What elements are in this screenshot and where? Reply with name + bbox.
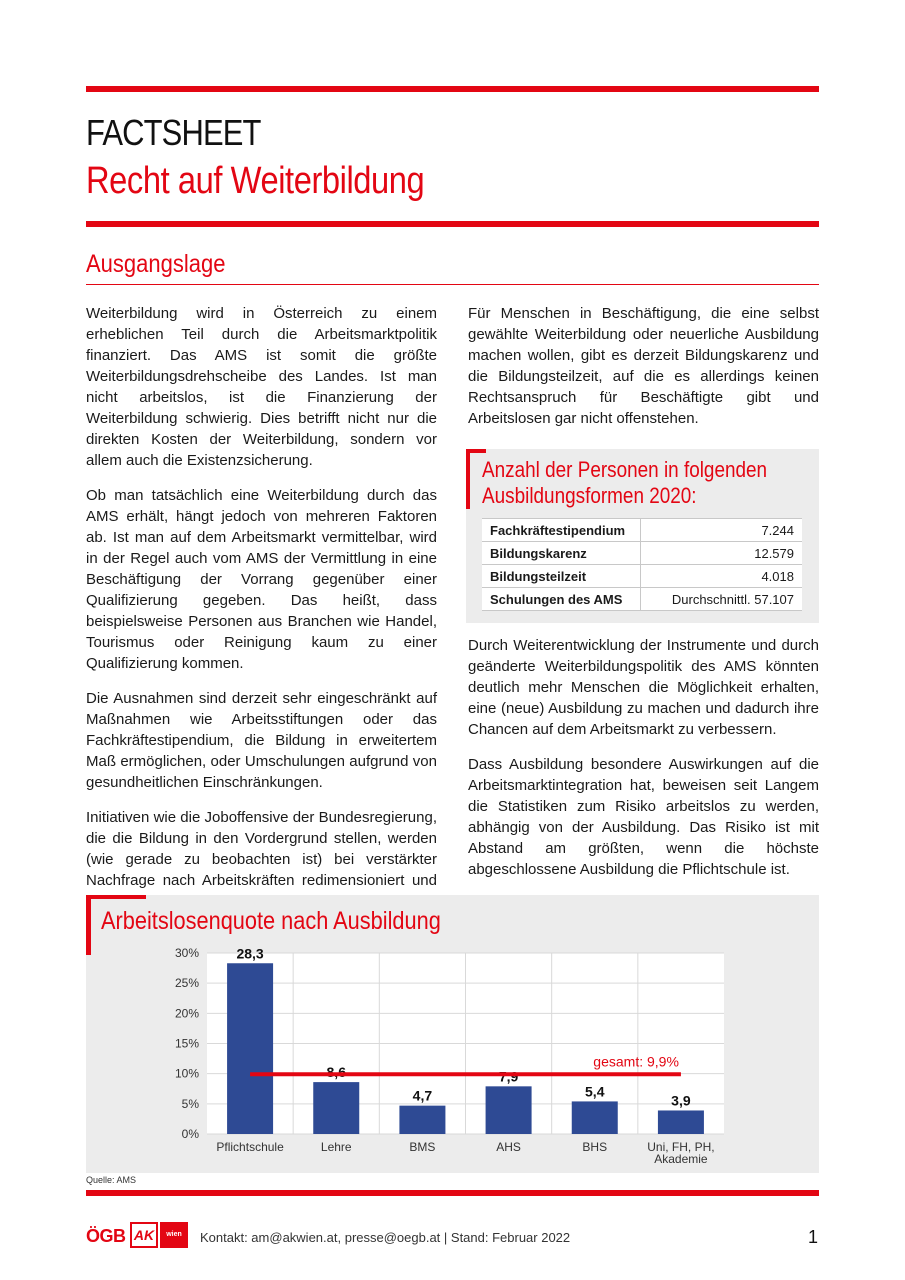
chart-title: Arbeitslosenquote nach Ausbildung bbox=[101, 907, 441, 935]
ak-logo: AK bbox=[130, 1222, 158, 1248]
data-label: 3,9 bbox=[671, 1092, 691, 1109]
table-cell-value: 12.579 bbox=[641, 542, 803, 565]
info-table bbox=[482, 518, 802, 611]
title-rule bbox=[86, 221, 819, 227]
table-cell-label: Fachkräftestipendium bbox=[482, 519, 641, 542]
table-cell-label: Schulungen des AMS bbox=[482, 588, 641, 611]
paragraph: Weiterbildung wird in Österreich zu einem erheblichen Teil durch die Arbeitsmarktpolitik finanziert. Das AMS ist somit die größte Weiterbildungsdrehscheibe des Landes. Ist man nicht arbeitslos, ist die Finanzierung der Weiterbildung schwierig. Dies betrifft nicht nur die direkten Kosten der Weiterbildung, sondern vor allem auch die Existenzsicherung. bbox=[86, 305, 437, 469]
y-tick-label: 25% bbox=[174, 976, 199, 991]
left-column bbox=[86, 303, 437, 926]
data-label: 7,9 bbox=[498, 1068, 519, 1085]
x-tick-label: BHS bbox=[582, 1140, 608, 1154]
box-accent bbox=[466, 449, 486, 453]
right-column-intro bbox=[468, 303, 819, 443]
box-accent bbox=[466, 449, 470, 509]
right-column-body bbox=[468, 635, 819, 894]
info-box-title-line: Ausbildungsformen 2020: bbox=[482, 483, 697, 508]
paragraph: Durch Weiterentwicklung der Instrumente und durch geänderte Weiterbildungspolitik des AMS könnten deutlich mehr Menschen die Möglichkeit erhalten, eine (neue) Ausbildung zu machen und dadurch ihre Chancen auf dem Arbeitsmarkt zu verbessern. bbox=[468, 637, 819, 738]
wien-logo: wien bbox=[160, 1222, 188, 1248]
y-tick-label: 30% bbox=[174, 946, 199, 960]
x-tick-label: Uni, FH, PH, bbox=[647, 1140, 715, 1154]
data-label: 8,6 bbox=[326, 1064, 346, 1081]
box-accent bbox=[86, 895, 146, 899]
bar-chart bbox=[86, 935, 819, 1173]
data-label: 28,3 bbox=[236, 945, 264, 962]
paragraph: Dass Ausbildung besondere Auswirkungen auf die Arbeitsmarktintegration hat, beweisen seit Langem die Statistiken zum Risiko arbeitslos zu werden, abhängig von der Ausbildung. Das Risiko ist mit Abstand am größten, wenn die höchste abgeschlossene Ausbildung die Pflichtschule ist. bbox=[468, 756, 819, 878]
x-tick-label: BMS bbox=[409, 1140, 436, 1154]
paragraph: Ob man tatsächlich eine Weiterbildung durch das AMS erhält, hängt jedoch von mehreren Faktoren ab. Ist man auf dem Arbeitsmarkt vermittelbar, wird in der Regel auch vom AMS der Vermittlung in eine Beschäftigung der Vorrang gegenüber einer Qualifizierung gegeben. Das heißt, dass beispielsweise Personen aus Branchen wie Handel, Tourismus oder Reinigung kaum zu einer Qualifizierung kommen. bbox=[86, 487, 437, 672]
table-row bbox=[482, 565, 802, 588]
source-note: Quelle: AMS bbox=[86, 1175, 137, 1185]
oegb-logo: ÖGB bbox=[86, 1226, 126, 1246]
footer-rule bbox=[86, 1190, 819, 1196]
x-tick-label: Pflichtschule bbox=[216, 1140, 284, 1154]
y-tick-label: 0% bbox=[181, 1127, 199, 1141]
bar bbox=[572, 1101, 618, 1134]
page-title: FACTSHEET bbox=[86, 112, 261, 153]
reference-line-label: gesamt: 9,9% bbox=[593, 1053, 679, 1070]
table-row bbox=[482, 542, 802, 565]
table-row bbox=[482, 588, 802, 611]
info-box-title-line: Anzahl der Personen in folgenden bbox=[482, 457, 768, 482]
info-box-title bbox=[482, 457, 767, 509]
paragraph: Die Ausnahmen sind derzeit sehr eingeschränkt auf Maßnahmen wie Arbeitsstiftungen oder das Fachkräftestipendium, die Bildung in erweitertem Maß ermöglichen, oder Umschulungen aufgrund von gesundheitlichen Einschränkungen. bbox=[86, 690, 437, 791]
table-row bbox=[482, 519, 802, 542]
table-cell-value: 7.244 bbox=[641, 519, 803, 542]
table-cell-label: Bildungskarenz bbox=[482, 542, 641, 565]
page-number: 1 bbox=[808, 1227, 819, 1247]
table-cell-label: Bildungsteilzeit bbox=[482, 565, 641, 588]
y-tick-label: 15% bbox=[174, 1036, 199, 1051]
y-tick-label: 20% bbox=[174, 1006, 199, 1021]
table-cell-value: Durchschnittl. 57.107 bbox=[641, 588, 803, 611]
data-label: 4,7 bbox=[412, 1087, 433, 1104]
top-rule bbox=[86, 86, 819, 92]
section-rule bbox=[86, 284, 819, 285]
section-heading: Ausgangslage bbox=[86, 250, 226, 278]
x-tick-label: Lehre bbox=[320, 1140, 352, 1154]
bar bbox=[658, 1110, 704, 1134]
bar bbox=[486, 1086, 532, 1134]
bar bbox=[227, 963, 273, 1134]
paragraph: Für Menschen in Beschäftigung, die eine selbst gewählte Weiterbildung oder neuerliche Ausbildung machen wollen, gibt es derzeit Bildungskarenz und die Bildungsteilzeit, auf die es allerdings keinen Rechtsanspruch für Beschäftigte gibt und Arbeitslosen gar nicht offenstehen. bbox=[468, 305, 819, 427]
data-label: 5,4 bbox=[585, 1083, 605, 1100]
bar bbox=[313, 1082, 359, 1134]
x-tick-label: AHS bbox=[496, 1140, 521, 1154]
footer-contact: Kontakt: am@akwien.at, presse@oegb.at | Stand: Februar 2022 bbox=[200, 1230, 571, 1245]
x-tick-label: Akademie bbox=[654, 1152, 708, 1166]
y-tick-label: 5% bbox=[181, 1096, 199, 1111]
y-tick-label: 10% bbox=[174, 1066, 199, 1081]
bar bbox=[399, 1106, 445, 1134]
table-cell-value: 4.018 bbox=[641, 565, 803, 588]
paragraph: Initiativen wie die Joboffensive der Bundesregierung, die die Bildung in den Vordergrund stellen, werden (wie gerade zu beobachten ist) bei verstärkter Nachfrage nach Arbeitskräften redimensioniert und bbox=[86, 809, 437, 889]
page-subtitle: Recht auf Weiterbildung bbox=[86, 160, 425, 202]
